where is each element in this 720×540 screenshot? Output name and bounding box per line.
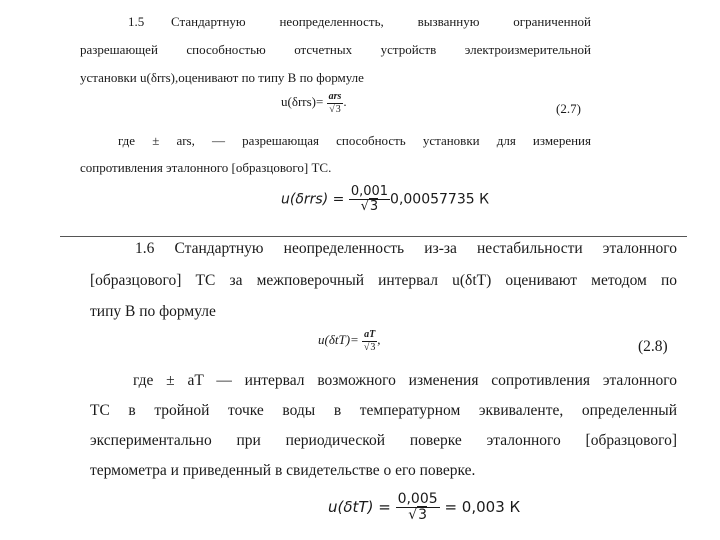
s16-eq-number: (2.8) bbox=[638, 338, 668, 355]
s16-where1: где ± aT — интервал возможного изменения сопротивления эталонного bbox=[133, 372, 677, 389]
s15-calc-den: 3 bbox=[369, 198, 379, 214]
s16-line3: типу В по формуле bbox=[90, 303, 216, 320]
s16-line2: [образцового] ТС за межповерочный интервал u(δtT) оценивают методом по bbox=[90, 272, 677, 289]
s15-number: 1.5 bbox=[128, 14, 145, 29]
s16-calc: u(δtT) = $\frac{0,005}{√3}$ = 0,003 К bbox=[328, 491, 521, 523]
s15-calc-num: 0,001 bbox=[350, 184, 389, 199]
s15-where2: сопротивления эталонного [образцового] ТС. bbox=[80, 160, 332, 175]
s16-where3: экспериментально при периодической поверке эталонного [образцового] bbox=[90, 432, 677, 449]
s16-calc-num: 0,005 bbox=[397, 491, 438, 507]
s15-where1: где ± ars, — разрешающая способность установки для измерения bbox=[118, 133, 591, 148]
s16-where2: ТС в тройной точке воды в температурном эквиваленте, определенный bbox=[90, 402, 677, 419]
s16-calc-eq: = bbox=[444, 498, 458, 517]
s16-where4: термометра и приведенный в свидетельстве о его поверке. bbox=[90, 462, 476, 479]
s15-formula-num: ars bbox=[328, 91, 342, 102]
s16-formula-lhs: u(δtT)= bbox=[318, 332, 359, 348]
s15-calc-result: 0,00057735 К bbox=[390, 191, 490, 208]
s16-calc-lhs: u(δtT) = bbox=[328, 498, 391, 517]
s16-calc-den: 3 bbox=[418, 506, 428, 523]
s15-calc: u(δrrs) = $\frac{0,001}{√3}$ 0,00057735 К bbox=[281, 184, 490, 214]
s15-line2: разрешающей способностью отсчетных устройств электроизмерительной bbox=[80, 42, 591, 57]
s16-formula: u(δtT)= $\frac{aT}{√3}$ , bbox=[318, 329, 381, 353]
s15-formula-den: 3 bbox=[335, 103, 341, 115]
s15-formula-tail: . bbox=[343, 94, 347, 110]
s15-formula: u(δrrs)= $\frac{\text{ars}}{√3}$ . bbox=[281, 91, 347, 115]
section-divider bbox=[60, 236, 687, 237]
s16-formula-den: 3 bbox=[370, 341, 376, 353]
s16-line1: 1.6 Стандартную неопределенность из-за нестабильности эталонного bbox=[135, 240, 677, 257]
s16-formula-num: aT bbox=[364, 329, 376, 340]
s15-line1-text: Стандартную неопределенность, вызванную ограниченной bbox=[171, 14, 591, 29]
s15-calc-lhs: u(δrrs) = bbox=[281, 191, 345, 208]
s15-line1 bbox=[128, 14, 591, 30]
s15-formula-lhs: u(δrrs)= bbox=[281, 94, 324, 110]
s15-line3: установки u(δrrs),оценивают по типу В по формуле bbox=[80, 70, 364, 85]
s16-formula-tail: , bbox=[377, 332, 381, 348]
s16-calc-result: 0,003 К bbox=[461, 498, 521, 517]
s15-eq-number: (2.7) bbox=[556, 101, 581, 116]
